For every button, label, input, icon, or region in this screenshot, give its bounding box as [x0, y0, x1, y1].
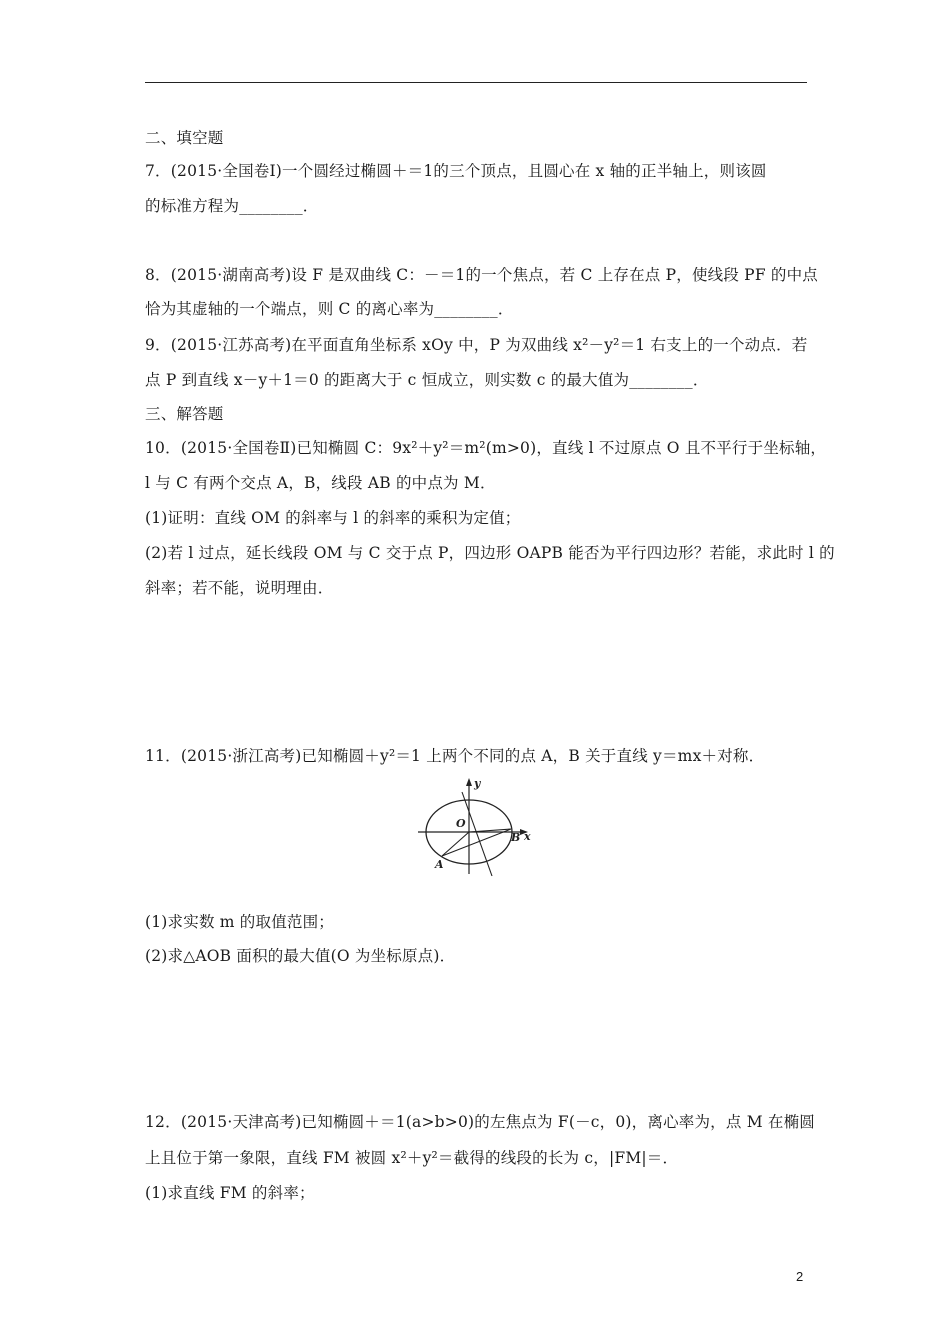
section-heading-answer: 三、解答题: [145, 405, 224, 423]
question-8-line-2: 恰为其虚轴的一个端点，则 C 的离心率为________．: [145, 300, 514, 318]
point-a-label: A: [435, 858, 444, 871]
question-12-line-1: 12．(2015·天津高考)已知椭圆＋＝1(a>b>0)的左焦点为 F(－c，0)，离心率为，点 M 在椭圆: [145, 1113, 815, 1131]
question-10-part-2-line-1: (2)若 l 过点，延长线段 OM 与 C 交于点 P，四边形 OAPB 能否为平行四边形？若能，求此时 l 的: [145, 544, 835, 562]
question-11-line-1: 11．(2015·浙江高考)已知椭圆＋y²＝1 上两个不同的点 A，B 关于直线 y＝mx＋对称．: [145, 747, 765, 765]
question-12-part-1: (1)求直线 FM 的斜率；: [145, 1184, 315, 1202]
question-10-part-1: (1)证明：直线 OM 的斜率与 l 的斜率的乘积为定值；: [145, 509, 521, 527]
question-9-line-2: 点 P 到直线 x－y＋1＝0 的距离大于 c 恒成立，则实数 c 的最大值为________．: [145, 371, 709, 389]
question-10-part-2-line-2: 斜率；若不能，说明理由．: [145, 579, 334, 597]
question-10-line-1: 10．(2015·全国卷Ⅱ)已知椭圆 C：9x²＋y²＝m²(m>0)，直线 l 不过原点 O 且不平行于坐标轴，: [145, 439, 827, 457]
question-7-line-2: 的标准方程为________．: [145, 197, 319, 215]
origin-label: O: [456, 817, 466, 830]
question-10-line-2: l 与 C 有两个交点 A，B，线段 AB 的中点为 M．: [145, 474, 496, 492]
segment-oa: [442, 832, 469, 856]
question-7-line-1: 7．(2015·全国卷Ⅰ)一个圆经过椭圆＋＝1的三个顶点，且圆心在 x 轴的正半轴上，则该圆: [145, 162, 767, 180]
section-heading-fill: 二、填空题: [145, 129, 224, 147]
point-b-label: B: [511, 831, 521, 844]
header-rule: [145, 82, 807, 83]
question-12-line-2: 上且位于第一象限，直线 FM 被圆 x²＋y²＝截得的线段的长为 c，|FM|＝．: [145, 1149, 679, 1167]
question-8-line-1: 8．(2015·湖南高考)设 F 是双曲线 C：－＝1的一个焦点，若 C 上存在点 P，使线段 PF 的中点: [145, 266, 818, 284]
question-11-part-2: (2)求△AOB 面积的最大值(O 为坐标原点)．: [145, 947, 456, 965]
question-11-part-1: (1)求实数 m 的取值范围；: [145, 913, 335, 931]
x-axis-label: x: [524, 830, 531, 843]
y-axis-label: y: [474, 777, 481, 790]
y-axis-arrow: [466, 778, 472, 786]
page-number: 2: [796, 1269, 804, 1284]
question-9-line-1: 9．(2015·江苏高考)在平面直角坐标系 xOy 中，P 为双曲线 x²－y²＝1 右支上的一个动点．若: [145, 336, 808, 354]
ellipse-figure: [410, 774, 540, 878]
